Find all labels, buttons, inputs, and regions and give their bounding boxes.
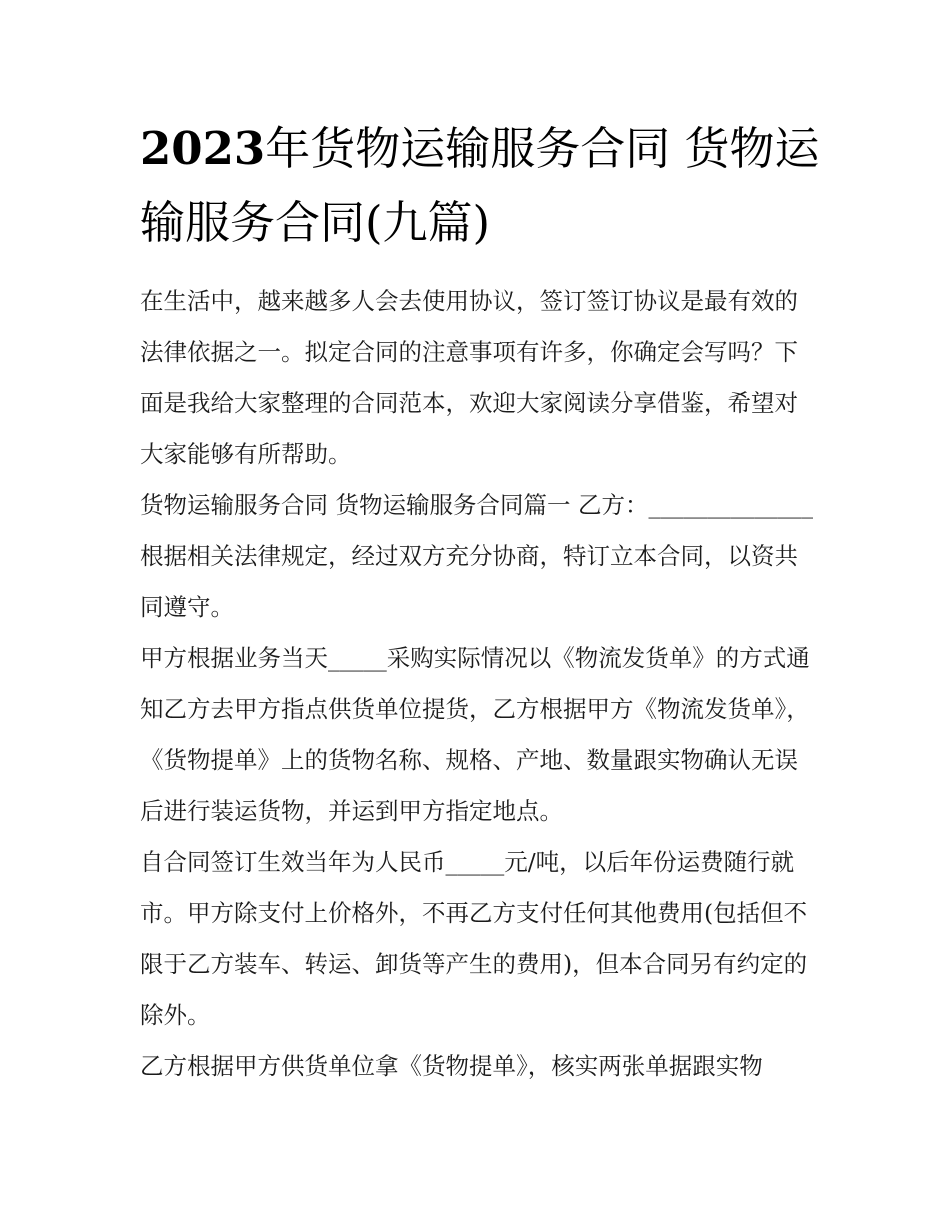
- title-year: 2023: [140, 122, 266, 175]
- paragraph-delivery-notice: 甲方根据业务当天_____采购实际情况以《物流发货单》的方式通知乙方去甲方指点供货单位提货，乙方根据甲方《物流发货单》，《货物提单》上的货物名称、规格、产地、数量跟实物确认无误后进行装运货物，并运到甲方指定地点。: [140, 644, 810, 825]
- document-title: [140, 112, 820, 260]
- title-text: 年货物运输服务合同 货物运输服务合同(九篇): [140, 122, 820, 249]
- paragraph-contract-header: 货物运输服务合同 货物运输服务合同篇一 乙方：______________ 根据相关法律规定，经过双方充分协商，特订立本合同，以资共同遵守。: [140, 491, 813, 621]
- paragraph-pickup: 乙方根据甲方供货单位拿《货物提单》，核实两张单据跟实物: [140, 1052, 763, 1080]
- document-body: [140, 276, 820, 1092]
- paragraph-freight-price: 自合同签订生效当年为人民币_____元/吨，以后年份运费随行就市。甲方除支付上价格外，不再乙方支付任何其他费用(包括但不限于乙方装车、转运、卸货等产生的费用)，但本合同另有约定的除外。: [140, 848, 808, 1029]
- paragraph-intro: 在生活中，越来越多人会去使用协议，签订签订协议是最有效的法律依据之一。拟定合同的注意事项有许多，你确定会写吗？下面是我给大家整理的合同范本，欢迎大家阅读分享借鉴，希望对大家能够有所帮助。: [140, 287, 798, 468]
